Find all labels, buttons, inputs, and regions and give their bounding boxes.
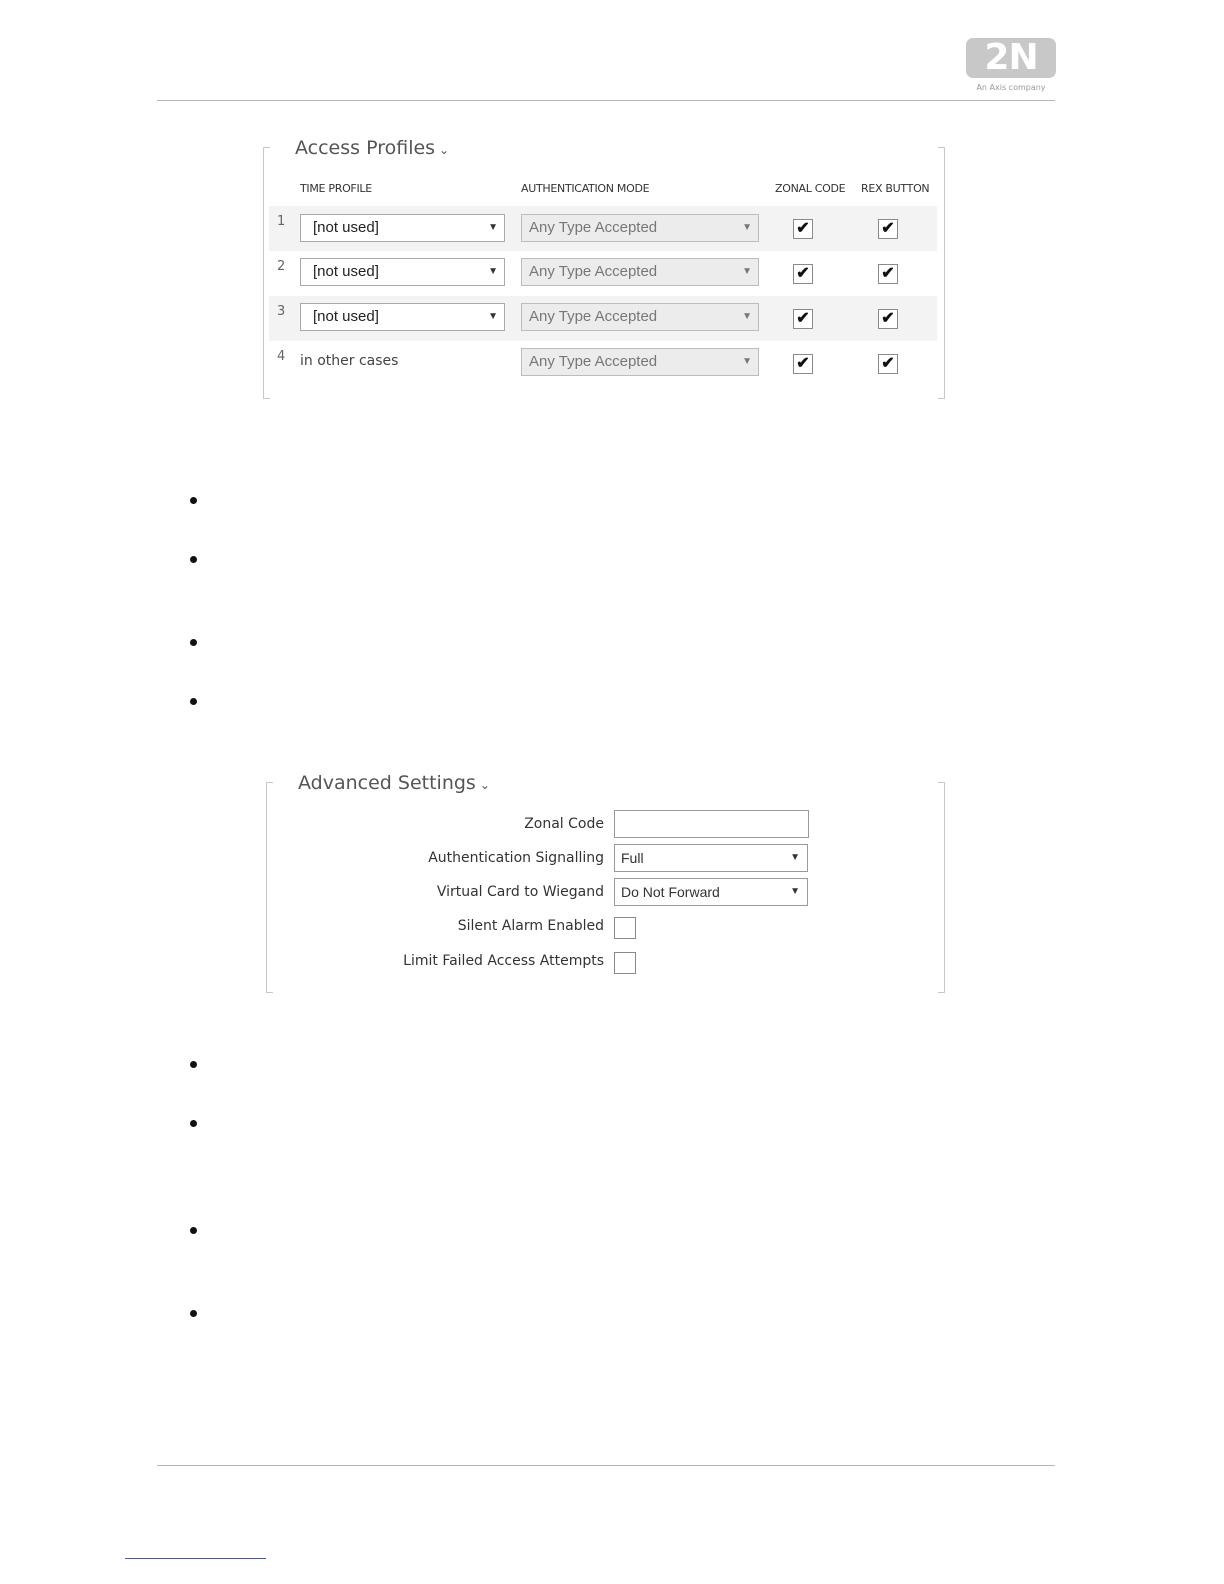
auth-mode-select[interactable] — [521, 303, 759, 331]
dropdown-arrow-icon: ▼ — [790, 852, 800, 863]
brand-tagline: An Axis company — [976, 83, 1046, 92]
dropdown-arrow-icon: ▼ — [488, 222, 498, 233]
advanced-settings-title[interactable] — [298, 772, 490, 794]
time-profile-value: [not used] — [313, 219, 379, 236]
time-profile-select[interactable] — [300, 214, 505, 242]
rex-button-checkbox[interactable] — [878, 354, 898, 374]
dropdown-arrow-icon: ▼ — [742, 266, 752, 277]
dropdown-arrow-icon: ▼ — [742, 356, 752, 367]
bullet-point — [190, 1227, 197, 1234]
dropdown-arrow-icon: ▼ — [488, 311, 498, 322]
bullet-point — [190, 698, 197, 705]
auth-signalling-label: Authentication Signalling — [428, 850, 604, 866]
virtual-card-select[interactable] — [614, 878, 808, 906]
virtual-card-label: Virtual Card to Wiegand — [436, 884, 604, 900]
checkmark-icon: ✔ — [796, 220, 810, 237]
advanced-settings-panel — [266, 782, 945, 993]
time-profile-static: in other cases — [300, 353, 399, 369]
checkmark-icon: ✔ — [796, 310, 810, 327]
footer-link-underline[interactable] — [125, 1558, 266, 1559]
row-number: 2 — [277, 259, 286, 274]
auth-mode-select[interactable] — [521, 214, 759, 242]
advanced-settings-title-text: Advanced Settings — [298, 772, 476, 794]
checkmark-icon: ✔ — [881, 355, 895, 372]
bullet-point — [190, 556, 197, 563]
footer-divider — [157, 1465, 1055, 1466]
auth-mode-value: Any Type Accepted — [529, 219, 658, 236]
header-divider — [157, 100, 1055, 101]
time-profile-value: [not used] — [313, 263, 379, 280]
zonal-code-checkbox[interactable] — [793, 219, 813, 239]
rex-button-checkbox[interactable] — [878, 264, 898, 284]
chevron-down-icon: ⌄ — [439, 143, 450, 157]
dropdown-arrow-icon: ▼ — [790, 886, 800, 897]
silent-alarm-checkbox[interactable] — [614, 917, 636, 939]
checkmark-icon: ✔ — [796, 355, 810, 372]
time-profile-select[interactable] — [300, 258, 505, 286]
auth-signalling-value: Full — [621, 850, 644, 866]
zonal-code-input[interactable] — [614, 810, 809, 838]
limit-failed-label: Limit Failed Access Attempts — [403, 953, 604, 969]
rex-button-checkbox[interactable] — [878, 219, 898, 239]
row-number: 1 — [277, 214, 286, 229]
checkmark-icon: ✔ — [881, 310, 895, 327]
brand-logo: 2N — [966, 38, 1056, 78]
bullet-point — [190, 1310, 197, 1317]
zonal-code-label: Zonal Code — [524, 816, 604, 832]
auth-signalling-select[interactable] — [614, 844, 808, 872]
checkmark-icon: ✔ — [796, 265, 810, 282]
bullet-point — [190, 639, 197, 646]
bullet-point — [190, 1061, 197, 1068]
zonal-code-checkbox[interactable] — [793, 309, 813, 329]
auth-mode-value: Any Type Accepted — [529, 353, 658, 370]
bullet-point — [190, 1120, 197, 1127]
auth-mode-select[interactable] — [521, 258, 759, 286]
dropdown-arrow-icon: ▼ — [742, 222, 752, 233]
zonal-code-checkbox[interactable] — [793, 354, 813, 374]
time-profile-select[interactable] — [300, 303, 505, 331]
table-row — [269, 296, 937, 341]
col-rex-button: REX BUTTON — [861, 182, 930, 195]
limit-failed-checkbox[interactable] — [614, 952, 636, 974]
access-profiles-title-text: Access Profiles — [295, 137, 436, 159]
dropdown-arrow-icon: ▼ — [488, 266, 498, 277]
auth-mode-value: Any Type Accepted — [529, 308, 658, 325]
silent-alarm-label: Silent Alarm Enabled — [457, 918, 604, 934]
zonal-code-checkbox[interactable] — [793, 264, 813, 284]
dropdown-arrow-icon: ▼ — [742, 311, 752, 322]
table-row — [269, 341, 937, 386]
virtual-card-value: Do Not Forward — [621, 884, 720, 900]
chevron-down-icon: ⌄ — [479, 778, 490, 792]
auth-mode-select[interactable] — [521, 348, 759, 376]
auth-mode-value: Any Type Accepted — [529, 263, 658, 280]
rex-button-checkbox[interactable] — [878, 309, 898, 329]
table-row — [269, 251, 937, 296]
row-number: 4 — [277, 349, 286, 364]
row-number: 3 — [277, 304, 286, 319]
bullet-point — [190, 497, 197, 504]
col-auth-mode: AUTHENTICATION MODE — [521, 182, 650, 195]
time-profile-value: [not used] — [313, 308, 379, 325]
access-profiles-title[interactable] — [295, 137, 449, 159]
checkmark-icon: ✔ — [881, 265, 895, 282]
table-row — [269, 206, 937, 251]
col-time-profile: TIME PROFILE — [300, 182, 372, 195]
checkmark-icon: ✔ — [881, 220, 895, 237]
col-zonal-code: ZONAL CODE — [775, 182, 846, 195]
